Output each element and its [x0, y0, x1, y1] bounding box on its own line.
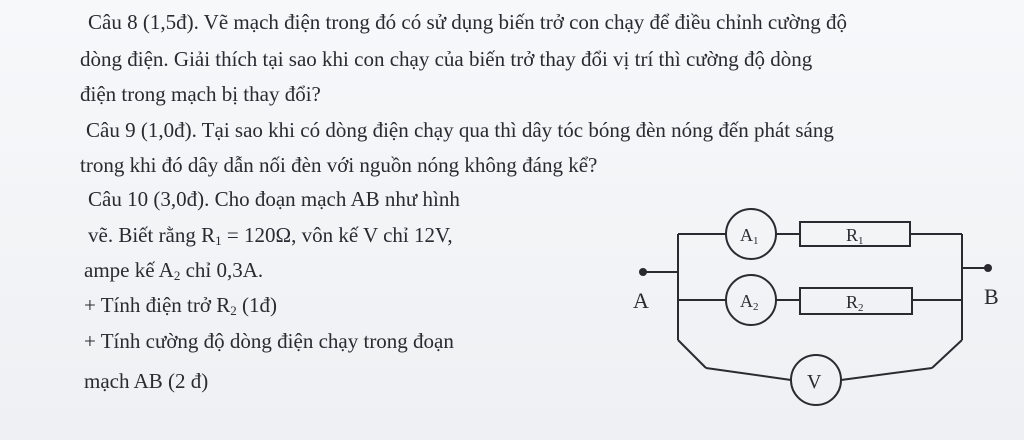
- q10-line-2-sub: 1: [215, 233, 222, 248]
- ammeter-a2-letter: A: [740, 291, 753, 311]
- q9-line-2: trong khi đó dây dẫn nối đèn với nguồn nóng không đáng kể?: [80, 153, 598, 177]
- node-b-label: B: [984, 284, 999, 309]
- ammeter-a2-label: [740, 291, 759, 313]
- q10-line-4-pre: + Tính điện trở R: [84, 293, 231, 317]
- ammeter-a2-sub: 2: [753, 301, 759, 313]
- resistor-r2-label: [846, 292, 864, 314]
- q8-line-2: dòng điện. Giải thích tại sao khi con chạy của biến trở thay đổi vị trí thì cường độ dòng: [80, 47, 813, 71]
- voltmeter-label: V: [807, 371, 822, 393]
- terminal-a-dot: [639, 268, 647, 276]
- wire-bottom-right-diag: [932, 340, 962, 368]
- resistor-r1-letter: R: [846, 225, 859, 245]
- wire-bottom-right: [841, 368, 932, 380]
- ammeter-a1-sub: 1: [753, 235, 759, 247]
- q8-line-3: điện trong mạch bị thay đổi?: [80, 82, 321, 106]
- node-a-label: A: [633, 288, 649, 313]
- q10-line-3-sub: 2: [173, 268, 181, 283]
- ammeter-a1-letter: A: [740, 225, 753, 245]
- q10-line-1: Câu 10 (3,0đ). Cho đoạn mạch AB như hình: [88, 187, 460, 211]
- ammeter-a1-label: [740, 225, 759, 247]
- terminal-b-dot: [984, 264, 992, 272]
- q8-line-1: Câu 8 (1,5đ). Vẽ mạch điện trong đó có sử dụng biến trở con chạy để điều chỉnh cường độ: [88, 10, 847, 34]
- wire-bottom-left-diag: [678, 340, 706, 368]
- resistor-r2-letter: R: [846, 292, 859, 312]
- q10-line-2-pre: vẽ. Biết rằng R: [88, 223, 216, 247]
- q10-line-5: + Tính cường độ dòng điện chạy trong đoạn: [84, 329, 454, 353]
- q10-line-4-post: (1đ): [236, 293, 277, 317]
- q10-line-4-sub: 2: [230, 303, 237, 318]
- q9-line-1: Câu 9 (1,0đ). Tại sao khi có dòng điện chạy qua thì dây tóc bóng đèn nóng đến phát sáng: [86, 118, 834, 142]
- q10-line-3-pre: ampe kế A: [84, 258, 174, 282]
- resistor-r1-sub: 1: [858, 235, 864, 247]
- q10-line-3-post: chỉ 0,3A.: [180, 258, 264, 282]
- resistor-r1-label: [846, 225, 864, 247]
- q10-line-6: mạch AB (2 đ): [84, 369, 209, 393]
- resistor-r2-sub: 2: [858, 302, 864, 314]
- q10-line-2-post: = 120Ω, vôn kế V chỉ 12V,: [221, 223, 453, 247]
- wire-bottom-left: [706, 368, 791, 380]
